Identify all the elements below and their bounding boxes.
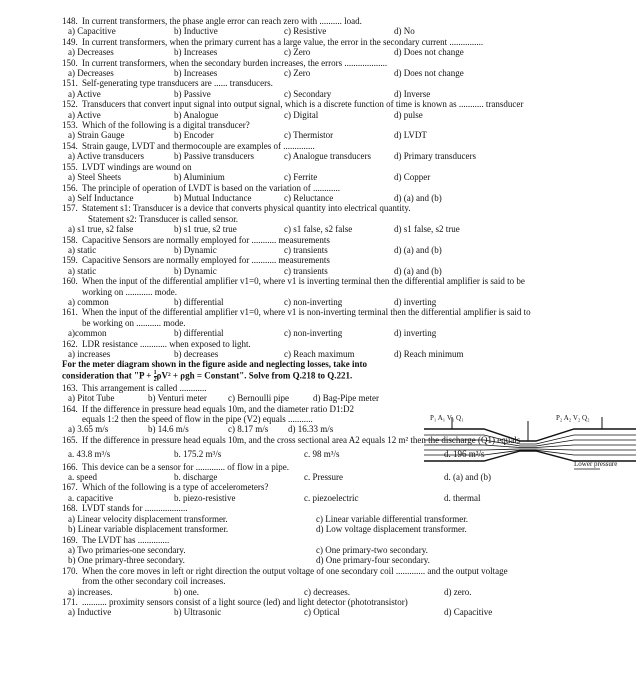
question-168 [62, 503, 632, 513]
question-157-options [62, 224, 632, 234]
option-b: b) Passive [174, 88, 211, 99]
option-b: b) Ultrasonic [174, 607, 222, 618]
option-b: b) Venturi meter [148, 393, 207, 404]
question-text: Strain gauge, LVDT and thermocouple are examples of .............. [82, 140, 315, 151]
option-c: c) 8.17 m/s [228, 424, 269, 435]
question-155 [62, 162, 632, 172]
option-d: d) Capacitive [444, 607, 493, 618]
question-169-options-row-2 [62, 555, 632, 565]
option-b: b) Mutual Inductance [174, 192, 252, 203]
option-b: b) s1 true, s2 true [174, 224, 237, 235]
question-153 [62, 120, 632, 130]
question-number: 157. [62, 203, 78, 214]
question-154 [62, 141, 632, 151]
fraction-numerator: 1 [153, 369, 157, 376]
option-a: a. capacitive [68, 492, 113, 503]
question-148 [62, 16, 632, 26]
option-c: c) transients [284, 244, 328, 255]
option-c: c) Reluctance [284, 192, 334, 203]
question-number: 149. [62, 36, 78, 47]
intro-prefix: consideration that "P + [62, 370, 154, 381]
option-d: d) Bag-Pipe meter [313, 393, 379, 404]
option-d: d) Does not change [394, 68, 464, 79]
option-b: b) Inductive [174, 26, 218, 37]
question-text: ........... proximity sensors consist of a light source (led) and light detector (phototransistor) [82, 596, 408, 607]
option-b: b) Linear variable displacement transformer. [68, 524, 229, 535]
question-171-options [62, 607, 632, 617]
option-a: a) increases. [68, 586, 113, 597]
option-b: b) decreases [174, 349, 219, 359]
option-b: b. 175.2 m³/s [174, 449, 222, 460]
option-a: a. speed [68, 472, 97, 483]
option-b: b) Aluminium [174, 172, 225, 183]
question-168-options-row-2 [62, 524, 632, 534]
question-151 [62, 78, 632, 88]
meter-intro-line-1: For the meter diagram shown in the figure aside and neglecting losses, take into [62, 359, 367, 370]
question-160-continuation: working on ............ mode. [82, 286, 177, 297]
question-group-a [62, 16, 632, 203]
question-text: Transducers that convert input signal into output signal, which is a discrete function of time is known as ........... transducer [82, 99, 524, 110]
question-number: 154. [62, 140, 78, 151]
option-a: a) Active transducers [68, 151, 144, 162]
question-text: If the difference in pressure head equals 10m, and the cross sectional area A2 equals 12 m² then the discharge (Q1) equals [82, 434, 521, 445]
option-d: d) (a) and (b) [394, 244, 442, 255]
question-157-statement-2: Statement s2: Transducer is called sensor. [88, 213, 238, 224]
question-number: 151. [62, 78, 78, 89]
option-c: c) Secondary [284, 88, 332, 99]
question-168-options-row-1 [62, 514, 632, 524]
question-162-options [62, 349, 632, 359]
question-text: The principle of operation of LVDT is based on the variation of ............ [82, 182, 340, 193]
option-d: d) No [394, 26, 415, 37]
option-a: a) Strain Gauge [68, 130, 125, 141]
question-164-continuation: equals 1:2 then the speed of flow in the pipe (V2) equals ........... [82, 414, 313, 425]
option-b: b) One primary-three secondary. [68, 555, 185, 566]
meter-intro-line-2 [62, 370, 632, 383]
option-c: c) non-inverting [284, 296, 343, 307]
option-d: d. thermal [444, 492, 481, 503]
option-c: c) Thermistor [284, 130, 334, 141]
option-a: a) Inductive [68, 607, 112, 618]
option-c: c) Linear variable differential transformer. [316, 513, 469, 524]
question-169 [62, 535, 632, 545]
option-a: a)common [68, 328, 107, 339]
option-c: c) decreases. [304, 586, 350, 597]
option-a: a) increases [68, 349, 111, 359]
question-text: If the difference in pressure head equals 10m, and the diameter ratio D1:D2 [82, 403, 354, 414]
lower-pressure-label: Lower pressure [574, 460, 618, 468]
option-d: d) Reach minimum [394, 349, 464, 359]
option-c: c) Analogue transducers [284, 151, 371, 162]
question-158-options [62, 245, 632, 255]
question-text: When the core moves in left or right direction the output voltage of one secondary coil ............. and the output voltage [82, 565, 508, 576]
intro-equation: ρV² + ρgh = Constant". Solve from Q.218 to Q.221. [156, 370, 353, 381]
question-number: 152. [62, 99, 78, 110]
option-b: b. discharge [174, 472, 218, 483]
question-group-b [62, 235, 632, 277]
question-text: Capacitive Sensors are normally employed for ........... measurements [82, 234, 330, 245]
question-159 [62, 255, 632, 265]
question-text: LVDT windings are wound on [82, 161, 192, 172]
option-a: a) static [68, 244, 97, 255]
question-number: 166. [62, 461, 78, 472]
option-d: d) (a) and (b) [394, 192, 442, 203]
option-c: c) Zero [284, 47, 311, 58]
question-number: 159. [62, 255, 78, 266]
option-b: b) Analogue [174, 109, 219, 120]
option-c: c) non-inverting [284, 328, 343, 339]
option-a: a) common [68, 296, 109, 307]
question-170-continuation: from the other secondary coil increases. [82, 576, 226, 587]
question-160 [62, 276, 632, 286]
option-d: d) Low voltage displacement transformer. [316, 524, 467, 535]
question-text: Which of the following is a digital transducer? [82, 120, 250, 131]
question-156-options [62, 193, 632, 203]
question-171 [62, 597, 632, 607]
question-148-options [62, 26, 632, 36]
question-number: 162. [62, 338, 78, 349]
question-167 [62, 482, 632, 492]
option-c: c) Digital [284, 109, 319, 120]
option-d: d) (a) and (b) [394, 265, 442, 276]
question-text: Statement s1: Transducer is a device that converts physical quantity into electrical quantity. [82, 203, 411, 214]
question-text: In current transformers, when the secondary burden increases, the errors ................... [82, 57, 388, 68]
question-number: 169. [62, 534, 78, 545]
option-d: d) 16.33 m/s [288, 424, 334, 435]
option-d: d) Does not change [394, 47, 464, 58]
question-150 [62, 58, 632, 68]
question-number: 161. [62, 307, 78, 318]
question-number: 148. [62, 16, 78, 26]
question-text: The LVDT has .............. [82, 534, 170, 545]
question-152-options [62, 110, 632, 120]
fraction-denominator: 2 [153, 376, 157, 383]
question-153-options [62, 130, 632, 140]
option-b: b) 14.6 m/s [148, 424, 189, 435]
question-number: 150. [62, 57, 78, 68]
option-b: b) differential [174, 328, 224, 339]
question-text: When the input of the differential amplifier v1=0, where v1 is inverting terminal then the differential amplifier is said to be [82, 276, 525, 287]
option-a: a. 43.8 m³/s [68, 449, 111, 460]
option-a: a) Pitot Tube [68, 393, 115, 404]
option-a: a) Capacitive [68, 26, 116, 37]
option-a: a) Active [68, 109, 101, 120]
option-c: c) Bernoulli pipe [228, 393, 289, 404]
question-number: 170. [62, 565, 78, 576]
question-number: 164. [62, 403, 78, 414]
question-150-options [62, 68, 632, 78]
option-c: c) s1 false, s2 false [284, 224, 353, 235]
question-text: In current transformers, the phase angle error can reach zero with .......... load. [82, 16, 362, 26]
question-169-options-row-1 [62, 545, 632, 555]
option-d: d) Copper [394, 172, 431, 183]
question-number: 171. [62, 596, 78, 607]
question-151-options [62, 89, 632, 99]
option-c: c) Optical [304, 607, 340, 618]
question-number: 163. [62, 382, 78, 393]
option-c: c) One primary-two secondary. [316, 544, 428, 555]
question-number: 165. [62, 434, 78, 445]
option-c: c) transients [284, 265, 328, 276]
question-text: LVDT stands for ................... [82, 503, 188, 514]
option-a: a) Decreases [68, 47, 114, 58]
option-b: b) Dynamic [174, 265, 217, 276]
question-text: In current transformers, when the primary current has a large value, the error in the secondary current ............... [82, 36, 484, 47]
question-163 [62, 383, 632, 393]
question-text: This arrangement is called ............ [82, 382, 207, 393]
option-b: b) one. [174, 586, 199, 597]
question-162 [62, 339, 632, 349]
venturi-meter-diagram [424, 413, 636, 477]
option-b: b) Dynamic [174, 244, 217, 255]
option-c: c) Resistive [284, 26, 327, 37]
option-a: a) Two primaries-one secondary. [68, 544, 186, 555]
flow-lines [424, 435, 636, 455]
option-d: d. (a) and (b) [444, 472, 491, 483]
question-text: Which of the following is a type of accelerometers? [82, 482, 269, 493]
question-number: 158. [62, 234, 78, 245]
question-number: 168. [62, 503, 78, 514]
option-d: d) zero. [444, 586, 472, 597]
question-161-options [62, 328, 632, 338]
option-c: c. Pressure [304, 472, 343, 483]
option-a: a) Self Inductance [68, 192, 134, 203]
question-161 [62, 307, 632, 317]
question-170 [62, 566, 632, 576]
question-159-options [62, 266, 632, 276]
option-b: b. piezo-resistive [174, 492, 236, 503]
question-number: 155. [62, 161, 78, 172]
question-number: 160. [62, 276, 78, 287]
option-d: d) One primary-four secondary. [316, 555, 430, 566]
option-c: c. piezoelectric [304, 492, 359, 503]
question-149-options [62, 47, 632, 57]
question-160-options [62, 297, 632, 307]
option-d: d) inverting [394, 328, 437, 339]
option-b: b) Encoder [174, 130, 214, 141]
question-number: 167. [62, 482, 78, 493]
question-text: Self-generating type transducers are ...... transducers. [82, 78, 273, 89]
question-158 [62, 235, 632, 245]
question-text: LDR resistance ............ when exposed to light. [82, 338, 251, 349]
option-d: d) pulse [394, 109, 423, 120]
question-149 [62, 37, 632, 47]
option-c: c) Ferrite [284, 172, 318, 183]
question-155-options [62, 172, 632, 182]
inlet-label: P₁ A₁ V₁ Q₁ [430, 414, 464, 422]
option-d: d) Primary transducers [394, 151, 476, 162]
question-text: This device can be a sensor for ............. of flow in a pipe. [82, 461, 289, 472]
option-a: a) s1 true, s2 false [68, 224, 134, 235]
question-text: When the input of the differential amplifier v1=0, where v1 is non-inverting terminal then the differential amplifier is said to [82, 307, 531, 318]
option-c: c. 98 m³/s [304, 449, 340, 460]
option-d: d) s1 false, s2 true [394, 224, 460, 235]
option-b: b) Increases [174, 68, 218, 79]
option-c: c) Zero [284, 68, 311, 79]
option-c: c) Reach maximum [284, 349, 355, 359]
option-a: a) 3.65 m/s [68, 424, 109, 435]
question-number: 156. [62, 182, 78, 193]
option-d: d. 196 m³/s [444, 449, 485, 460]
question-152 [62, 99, 632, 109]
option-a: a) static [68, 265, 97, 276]
question-163-options [62, 393, 632, 403]
outlet-label: P₂ A₂ V₂ Q₂ [556, 414, 590, 422]
question-170-options [62, 587, 632, 597]
option-d: d) LVDT [394, 130, 427, 141]
question-167-options [62, 493, 632, 503]
question-number: 153. [62, 120, 78, 131]
question-text: Capacitive Sensors are normally employed for ........... measurements [82, 255, 330, 266]
option-d: d) inverting [394, 296, 437, 307]
question-161-continuation: be working on ........... mode. [82, 317, 186, 328]
question-154-options [62, 151, 632, 161]
question-156 [62, 183, 632, 193]
option-b: b) Increases [174, 47, 218, 58]
option-a: a) Decreases [68, 68, 114, 79]
option-a: a) Linear velocity displacement transformer. [68, 513, 228, 524]
question-157 [62, 203, 632, 213]
option-d: d) Inverse [394, 88, 431, 99]
option-a: a) Active [68, 88, 101, 99]
option-b: b) differential [174, 296, 224, 307]
option-b: b) Passive transducers [174, 151, 254, 162]
option-a: a) Steel Sheets [68, 172, 121, 183]
